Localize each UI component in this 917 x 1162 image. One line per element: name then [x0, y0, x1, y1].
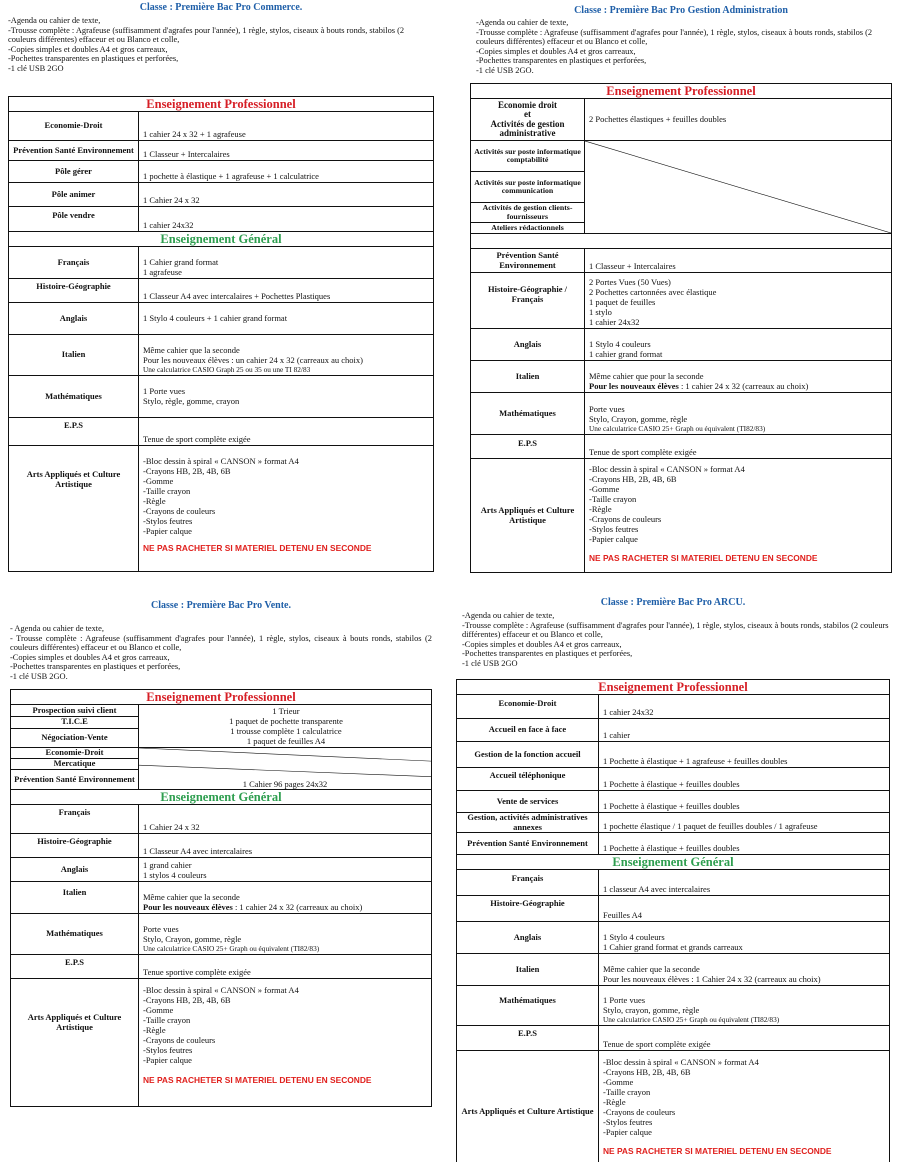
- subject-cell: Italien: [11, 882, 139, 914]
- items-cell: [139, 914, 432, 955]
- calculator-note: Une calculatrice CASIO 25+ Graph ou équivalent (TI82/83): [589, 424, 766, 433]
- subject-cell: Mercatique: [11, 759, 139, 770]
- panel-title: Classe : Première Bac Pro ARCU.: [600, 597, 746, 608]
- items-cell: Tenue de sport complète exigée: [139, 418, 434, 446]
- section-header-professionnel: Enseignement Professionnel: [9, 97, 434, 112]
- items-cell: [599, 986, 890, 1026]
- subject-cell: Activités sur poste informatique comptabilité: [471, 141, 585, 172]
- subject-cell: Italien: [471, 361, 585, 393]
- items-text: -Bloc dessin à spiral « CANSON » format A4 -Crayons HB, 2B, 4B, 6B -Gomme -Taille crayon -Règle -Crayons de couleurs -Stylos feutres -Papier calque: [589, 464, 745, 544]
- table-row: [457, 719, 890, 742]
- table-row: [11, 748, 432, 759]
- items-text: -Bloc dessin à spiral « CANSON » format A4 -Crayons HB, 2B, 4B, 6B -Gomme -Taille crayon -Règle -Crayons de couleurs -Stylos feutres -Papier calque: [603, 1057, 759, 1137]
- table-row: [471, 99, 892, 141]
- new-students-label: Pour les nouveaux élèves: [589, 381, 679, 391]
- calculator-note: Une calculatrice CASIO 25+ Graph ou équivalent (TI82/83): [143, 944, 320, 953]
- subject-cell: E.P.S: [11, 955, 139, 979]
- subject-cell: Français: [11, 805, 139, 834]
- subject-cell: Mathématiques: [457, 986, 599, 1026]
- table-row: [9, 247, 434, 279]
- table-row: [471, 393, 892, 435]
- subject-cell: Mathématiques: [471, 393, 585, 435]
- items-cell: [585, 459, 892, 573]
- subject-cell: Arts Appliqués et Culture Artistique: [11, 979, 139, 1107]
- subject-cell: Prospection suivi client: [11, 705, 139, 717]
- new-students-detail: : 1 cahier 24 x 32 (carreaux au choix): [232, 902, 363, 912]
- items-cell: 1 cahier 24x32: [139, 207, 434, 232]
- table-row: [457, 695, 890, 719]
- table-row: [9, 279, 434, 303]
- items-cell: 1 Cahier 24 x 32: [139, 183, 434, 207]
- items-cell: Même cahier que la seconde Pour les nouveaux élèves : 1 Cahier 24 x 32 (carreaux au choix): [599, 954, 890, 986]
- warning-text: NE PAS RACHETER SI MATERIEL DETENU EN SECONDE: [603, 1146, 832, 1156]
- items-cell: 1 classeur A4 avec intercalaires: [599, 870, 890, 896]
- panel-gestion: [470, 5, 892, 573]
- subject-cell: Activités sur poste informatique communication: [471, 172, 585, 203]
- items-cell: Tenue de sport complète exigée: [585, 435, 892, 459]
- items-cell: 1 Classeur A4 avec intercalaires + Pochettes Plastiques: [139, 279, 434, 303]
- subject-cell: Prévention Santé Environnement: [11, 770, 139, 790]
- supply-table: [8, 96, 434, 572]
- subject-cell: Pôle gérer: [9, 161, 139, 183]
- subject-cell: Ateliers rédactionnels: [471, 223, 585, 234]
- subject-cell: Economie-Droit: [457, 695, 599, 719]
- blank-row: [471, 234, 892, 249]
- table-row: [471, 361, 892, 393]
- supply-intro: -Agenda ou cahier de texte, -Trousse complète : Agrafeuse (suffisamment d'agrafes pour l'année), 1 règle, stylos, ciseaux à bouts ronds, stabilos (2 couleurs différentes) effaceur et ou Blanco et colle, -Copies simples et doubles A4 et gros carreaux, -Pochettes transparentes en plastiques et perforées, -1 clé USB 2GO: [8, 16, 405, 73]
- items-cell: [139, 979, 432, 1107]
- items-cell: 1 Classeur + Intercalaires: [585, 249, 892, 273]
- items-cell: 1 Classeur + Intercalaires: [139, 141, 434, 161]
- subject-cell: Histoire-Géographie / Français: [471, 273, 585, 329]
- subject-cell: Histoire-Géographie: [457, 896, 599, 922]
- table-row: [9, 112, 434, 141]
- subject-cell: T.I.C.E: [11, 716, 139, 728]
- items-cell: Feuilles A4: [599, 896, 890, 922]
- items-cell: 1 Porte vues Stylo, règle, gomme, crayon: [139, 376, 434, 418]
- warning-text: NE PAS RACHETER SI MATERIEL DETENU EN SECONDE: [143, 543, 372, 553]
- table-row: [471, 273, 892, 329]
- items-cell: [585, 393, 892, 435]
- warning-text: NE PAS RACHETER SI MATERIEL DETENU EN SECONDE: [589, 553, 818, 563]
- items-text: Même cahier que pour la seconde: [589, 371, 704, 381]
- table-row: [9, 161, 434, 183]
- items-cell: 1 Pochette à élastique + feuilles doubles: [599, 768, 890, 791]
- items-cell: 1 Cahier grand format 1 agrafeuse: [139, 247, 434, 279]
- subject-cell: Histoire-Géographie: [9, 279, 139, 303]
- panel-title: Classe : Première Bac Pro Vente.: [151, 600, 291, 611]
- panel-commerce: [8, 2, 434, 572]
- table-row: [457, 833, 890, 855]
- subject-cell: Prévention Santé Environnement: [471, 249, 585, 273]
- supply-intro: -Agenda ou cahier de texte, -Trousse complète : Agrafeuse (suffisamment d'agrafes pour l'année), 1 règle, stylos, ciseaux à bouts ronds, stabilos (2 couleurs différentes) effaceur et ou Blanco et colle, -Copies simples et doubles A4 et gros carreaux, -Pochettes transparentes en plastiques et perforées, -1 clé USB 2GO.: [476, 18, 873, 75]
- subject-cell: Arts Appliqués et Culture Artistique: [9, 446, 139, 572]
- section-header-professionnel: Enseignement Professionnel: [11, 690, 432, 705]
- subject-cell: Gestion, activités administratives annexes: [457, 813, 599, 833]
- subject-cell: Economie-Droit: [9, 112, 139, 141]
- table-row: [11, 858, 432, 882]
- subject-cell: Accueil en face à face: [457, 719, 599, 742]
- panel-title: Classe : Première Bac Pro Commerce.: [139, 2, 303, 13]
- table-row: [9, 335, 434, 376]
- items-cell: 1 Stylo 4 couleurs + 1 cahier grand format: [139, 303, 434, 335]
- new-students-detail: : 1 cahier 24 x 32 (carreaux au choix): [678, 381, 809, 391]
- items-cell: 1 cahier: [599, 719, 890, 742]
- section-header-professionnel: Enseignement Professionnel: [457, 680, 890, 695]
- section-header-professionnel: Enseignement Professionnel: [471, 84, 892, 99]
- subject-cell: Anglais: [457, 922, 599, 954]
- table-row: [471, 141, 892, 172]
- table-row: [457, 954, 890, 986]
- items-cell: 1 pochette à élastique + 1 agrafeuse + 1 calculatrice: [139, 161, 434, 183]
- items-cell: Tenue sportive complète exigée: [139, 955, 432, 979]
- table-row: [457, 986, 890, 1026]
- table-row: [9, 303, 434, 335]
- items-text: 1 Porte vues Stylo, crayon, gomme, règle: [603, 995, 700, 1015]
- table-row: [457, 1026, 890, 1051]
- subject-cell: Economie droit et Activités de gestion administrative: [471, 99, 585, 141]
- table-row: [471, 435, 892, 459]
- items-cell: 1 Cahier 24 x 32: [139, 805, 432, 834]
- new-students-line: [143, 902, 429, 912]
- items-cell: 1 Pochette à élastique + 1 agrafeuse + feuilles doubles: [599, 742, 890, 768]
- subject-cell: Vente de services: [457, 791, 599, 813]
- supply-intro: - Agenda ou cahier de texte, - Trousse complète : Agrafeuse (suffisamment d'agrafes pour l'année), 1 règle, stylos, ciseaux à bouts ronds, stabilos (2 couleurs différentes) effaceur et ou Blanco et colle, -Copies simples et doubles A4 et gros carreaux, -Pochettes transparentes en plastiques et perforées, -1 clé USB 2GO.: [10, 624, 432, 681]
- items-cell: 1 grand cahier 1 stylos 4 couleurs: [139, 858, 432, 882]
- table-row: [457, 922, 890, 954]
- struck-items-cell: [585, 141, 892, 234]
- items-cell: [139, 748, 432, 790]
- items-cell: [585, 361, 892, 393]
- table-row: [457, 791, 890, 813]
- table-row: [457, 1051, 890, 1162]
- calculator-note: Une calculatrice CASIO Graph 25 ou 35 ou une TI 82/83: [143, 365, 311, 374]
- items-cell: 1 Pochette à élastique + feuilles doubles: [599, 791, 890, 813]
- table-row: [9, 141, 434, 161]
- subject-cell: Mathématiques: [9, 376, 139, 418]
- table-row: [471, 329, 892, 361]
- section-header-general: Enseignement Général: [457, 855, 890, 870]
- table-row: [11, 914, 432, 955]
- items-cell: 1 Pochette à élastique + feuilles doubles: [599, 833, 890, 855]
- table-row: [457, 896, 890, 922]
- table-row: [11, 955, 432, 979]
- table-row: [457, 813, 890, 833]
- subject-cell: Activités de gestion clients-fournisseurs: [471, 203, 585, 223]
- items-cell: 1 pochette élastique / 1 paquet de feuilles doubles / 1 agrafeuse: [599, 813, 890, 833]
- supply-table: [470, 83, 892, 573]
- subject-cell: E.P.S: [9, 418, 139, 446]
- items-text: Porte vues Stylo, Crayon, gomme, règle: [143, 924, 242, 944]
- warning-text: NE PAS RACHETER SI MATERIEL DETENU EN SECONDE: [143, 1075, 372, 1085]
- table-row: [457, 768, 890, 791]
- new-students-label: Pour les nouveaux élèves: [143, 902, 233, 912]
- items-text: Porte vues Stylo, Crayon, gomme, règle: [589, 404, 688, 424]
- items-cell: [599, 1051, 890, 1162]
- subject-cell: Italien: [9, 335, 139, 376]
- section-header-general: Enseignement Général: [9, 232, 434, 247]
- subject-cell: Négociation-Vente: [11, 728, 139, 747]
- items-cell: 2 Portes Vues (50 Vues) 2 Pochettes cartonnées avec élastique 1 paquet de feuilles 1 stylo 1 cahier 24x32: [585, 273, 892, 329]
- items-cell: 1 Stylo 4 couleurs 1 Cahier grand format et grands carreaux: [599, 922, 890, 954]
- items-cell: 1 Trieur 1 paquet de pochette transparente 1 trousse complète 1 calculatrice 1 paquet de feuilles A4: [139, 705, 432, 748]
- items-cell: [139, 446, 434, 572]
- items-text: Même cahier que la seconde Pour les nouveaux élèves : un cahier 24 x 32 (carreaux au choix): [143, 345, 363, 365]
- subject-cell: E.P.S: [471, 435, 585, 459]
- panel-title: Classe : Première Bac Pro Gestion Administration: [574, 5, 788, 16]
- supply-table: [10, 689, 432, 1107]
- section-header-general: Enseignement Général: [11, 790, 432, 805]
- subject-cell: Arts Appliqués et Culture Artistique: [471, 459, 585, 573]
- subject-cell: Anglais: [11, 858, 139, 882]
- subject-cell: Economie-Droit: [11, 748, 139, 759]
- items-text: -Bloc dessin à spiral « CANSON » format A4 -Crayons HB, 2B, 4B, 6B -Gomme -Taille crayon -Règle -Crayons de couleurs -Stylos feutres -Papier calque: [143, 456, 299, 536]
- items-cell: [139, 882, 432, 914]
- calculator-note: Une calculatrice CASIO 25+ Graph ou équivalent (TI82/83): [603, 1015, 780, 1024]
- table-row: [9, 183, 434, 207]
- table-row: [471, 249, 892, 273]
- subject-cell: Accueil téléphonique: [457, 768, 599, 791]
- table-row: [9, 418, 434, 446]
- table-row: [11, 979, 432, 1107]
- items-cell: 1 Classeur A4 avec intercalaires: [139, 834, 432, 858]
- items-cell: 1 cahier 24x32: [599, 695, 890, 719]
- table-row: [9, 376, 434, 418]
- subject-cell: Mathématiques: [11, 914, 139, 955]
- items-text: 1 Cahier 96 pages 24x32: [242, 779, 328, 789]
- panel-vente: [10, 600, 432, 1107]
- panel-arcu: [456, 597, 890, 1162]
- subject-cell: Arts Appliqués et Culture Artistique: [457, 1051, 599, 1162]
- subject-cell: Italien: [457, 954, 599, 986]
- subject-cell: Anglais: [471, 329, 585, 361]
- table-row: [11, 805, 432, 834]
- subject-cell: Histoire-Géographie: [11, 834, 139, 858]
- table-row: [471, 459, 892, 573]
- subject-cell: Pôle vendre: [9, 207, 139, 232]
- items-text: Même cahier que la seconde: [143, 892, 240, 902]
- items-cell: 1 Stylo 4 couleurs 1 cahier grand format: [585, 329, 892, 361]
- subject-cell: Français: [457, 870, 599, 896]
- strike-line: [585, 141, 891, 233]
- items-cell: [139, 335, 434, 376]
- supply-intro: -Agenda ou cahier de texte, -Trousse complète : Agrafeuse (suffisamment d'agrafes pour l'année), 1 règle, stylos, ciseaux à bouts ronds, stabilos (2 couleurs différentes) effaceur et ou Blanco et colle, -Copies simples et doubles A4 et gros carreaux, -Pochettes transparentes en plastiques et perforées, -1 clé USB 2GO: [462, 611, 889, 668]
- subject-cell: Gestion de la fonction accueil: [457, 742, 599, 768]
- subject-cell: Pôle animer: [9, 183, 139, 207]
- items-cell: 2 Pochettes élastiques + feuilles doubles: [585, 99, 892, 141]
- table-row: [9, 207, 434, 232]
- subject-cell: E.P.S: [457, 1026, 599, 1051]
- subject-cell: Prévention Santé Environnement: [9, 141, 139, 161]
- table-row: [11, 834, 432, 858]
- subject-cell: Français: [9, 247, 139, 279]
- table-row: [457, 742, 890, 768]
- new-students-line: [589, 381, 889, 391]
- items-cell: Tenue de sport complète exigée: [599, 1026, 890, 1051]
- table-row: [11, 705, 432, 717]
- table-row: [457, 870, 890, 896]
- table-row: [9, 446, 434, 572]
- table-row: [11, 882, 432, 914]
- subject-cell: Prévention Santé Environnement: [457, 833, 599, 855]
- supply-table: [456, 679, 890, 1162]
- subject-cell: Anglais: [9, 303, 139, 335]
- items-cell: 1 cahier 24 x 32 + 1 agrafeuse: [139, 112, 434, 141]
- items-text: -Bloc dessin à spiral « CANSON » format A4 -Crayons HB, 2B, 4B, 6B -Gomme -Taille crayon -Règle -Crayons de couleurs -Stylos feutres -Papier calque: [143, 985, 299, 1065]
